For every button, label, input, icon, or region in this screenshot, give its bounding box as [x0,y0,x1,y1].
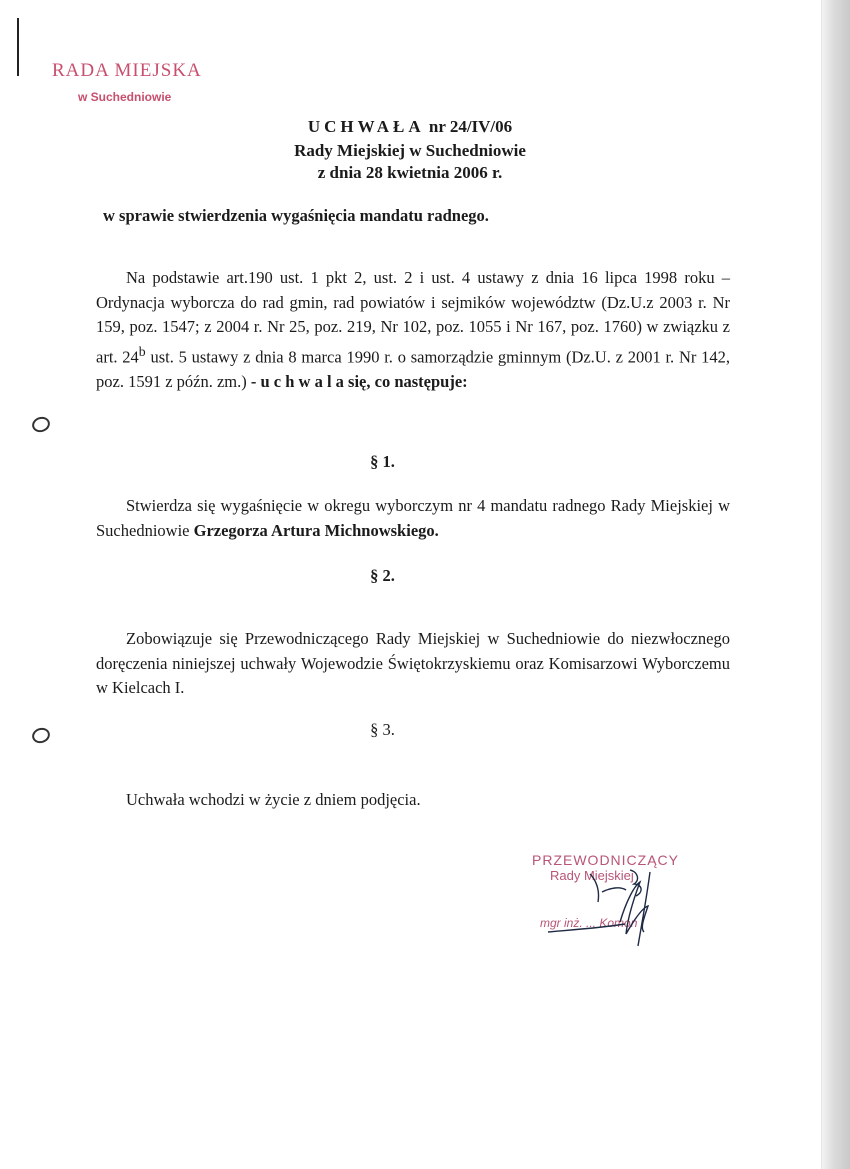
chairman-stamp-name: mgr inż. ... Komoń [540,916,638,930]
chairman-stamp-title: PRZEWODNICZĄCY [532,852,679,868]
section-3-text: Uchwała wchodzi w życie z dniem podjęcia. [126,790,421,809]
resolution-subject: w sprawie stwierdzenia wygaśnięcia mandatu radnego. [103,206,489,225]
council-stamp-line1: RADA MIEJSKA [52,60,202,81]
section-2-text: Zobowiązuje się Przewodniczącego Rady Miejskiej w Suchedniowie do niezwłocznego doręczenia niniejszej uchwały Wojewodzie Świętokrzyskiemu oraz Komisarzowi Wyborczemu w Kielcach I. [96,629,730,698]
resolution-title [0,117,820,137]
section-1-text [96,494,730,543]
resolution-date: z dnia 28 kwietnia 2006 r. [317,163,503,182]
resolution-issuer: Rady Miejskiej w Suchedniowie [294,141,526,160]
legal-basis-text: Na podstawie art.190 ust. 1 pkt 2, ust. 2 i ust. 4 ustawy z dnia 16 lipca 1998 roku – Ordynacja wyborcza do rad gmin, rad powiatów i sejmików województw (Dz.U.z 2003 r. Nr 159, poz. 1547; z 2004 r. Nr 25, poz. 219, Nr 102, poz. 1055 i Nr 167, poz. 1760) w związku z art. 24 [96,268,730,367]
section-1-body: Stwierdza się wygaśnięcie w okregu wyborczym nr 4 mandatu radnego Rady Miejskiej w Suchedniowie [96,496,730,540]
resolution-title-prefix: UCHWAŁA [307,117,425,136]
councillor-name: Grzegorza Artura Michnowskiego. [193,520,439,540]
punch-hole-top [30,415,52,435]
section-3-heading: § 3. [370,720,395,739]
legal-basis-text-cont: ust. 5 ustawy z dnia 8 marca 1990 r. o samorządzie gminnym (Dz.U. z 2001 r. Nr 142, poz. 1591 z późn. zm.) [96,347,730,391]
council-stamp [52,60,202,104]
resolves-clause: - u c h w a l a się, co następuje: [250,371,468,391]
legal-basis-paragraph [96,266,730,394]
resolution-number: nr 24/IV/06 [428,117,513,136]
scan-edge-shadow [822,0,850,1169]
chairman-stamp-body: Rady Miejskiej [550,868,634,883]
margin-mark [17,18,19,76]
council-stamp-line2: w Suchedniowie [78,90,172,104]
section-2-heading: § 2. [370,566,395,585]
legal-basis-sup: b [138,343,146,359]
section-1-heading: § 1. [370,452,395,471]
handwritten-signature [530,862,700,952]
